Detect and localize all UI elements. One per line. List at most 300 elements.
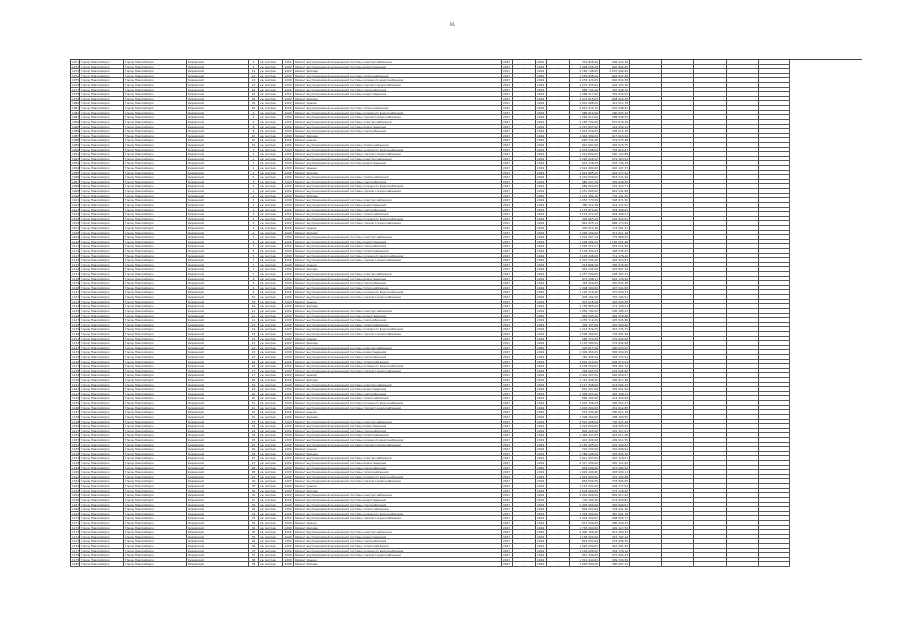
plan-year-cell: 2047 bbox=[502, 447, 513, 452]
end-year-cell: 2049 bbox=[536, 429, 547, 434]
municipality-cell: Город Новосибирск bbox=[124, 364, 187, 369]
row-number-cell: 1140 bbox=[72, 378, 80, 383]
plan-year-cell: 2047 bbox=[502, 429, 513, 434]
cost-limit-cell: 513 004,13 bbox=[600, 383, 630, 388]
row-number-cell: 1132 bbox=[72, 341, 80, 346]
cost-limit-cell: 420 009,01 bbox=[600, 503, 630, 508]
dash-cell: - bbox=[513, 88, 536, 93]
end-year-cell: 2049 bbox=[536, 332, 547, 337]
row-number-cell: 1127 bbox=[72, 318, 80, 323]
work-type-cell: Ремонт внутридомовой инженерной системы холодного водоснабжения bbox=[294, 254, 502, 259]
municipality-cell: Город Новосибирск bbox=[124, 258, 187, 263]
cost-cell: 612 000,00 bbox=[570, 521, 600, 526]
city-cell: Город Новосибирск bbox=[80, 479, 124, 484]
house-number-cell: 1 bbox=[249, 148, 259, 153]
code-cell: 1200 bbox=[283, 475, 294, 480]
code-cell: 1200 bbox=[283, 396, 294, 401]
code-cell: 1200 bbox=[283, 327, 294, 332]
end-year-cell: 2049 bbox=[536, 373, 547, 378]
row-number-cell: 1097 bbox=[72, 179, 80, 184]
unit-cell: кв. метров bbox=[259, 387, 283, 392]
city-cell: Город Новосибирск bbox=[80, 134, 124, 139]
plan-year-cell: 2047 bbox=[502, 189, 513, 194]
row-number-cell: 1134 bbox=[72, 350, 80, 355]
dash-cell: - bbox=[547, 350, 570, 355]
end-year-cell: 2049 bbox=[536, 479, 547, 484]
cost-cell: 4 182 748,00 bbox=[570, 69, 600, 74]
house-number-cell: 33 bbox=[249, 516, 259, 521]
plan-year-cell: 2047 bbox=[502, 97, 513, 102]
unit-cell: кв. метров bbox=[259, 410, 283, 415]
end-year-cell: 2049 bbox=[536, 392, 547, 397]
street-cell: Кировский bbox=[187, 526, 249, 531]
municipality-cell: Город Новосибирск bbox=[124, 74, 187, 79]
city-cell: Город Новосибирск bbox=[80, 235, 124, 240]
code-cell: 1200 bbox=[283, 83, 294, 88]
dash-cell: - bbox=[547, 125, 570, 130]
plan-year-cell: 2047 bbox=[502, 120, 513, 125]
code-cell: 1200 bbox=[283, 125, 294, 130]
plan-year-cell: 2047 bbox=[502, 369, 513, 374]
work-type-cell: Ремонт внутридомовой инженерной системы горячего водоснабжения bbox=[294, 516, 502, 521]
house-number-cell: 9 bbox=[249, 286, 259, 291]
municipality-cell: Город Новосибирск bbox=[124, 507, 187, 512]
municipality-cell: Город Новосибирск bbox=[124, 277, 187, 282]
end-year-cell: 2049 bbox=[536, 433, 547, 438]
code-cell: 1200 bbox=[283, 498, 294, 503]
unit-cell: кв. метров bbox=[259, 530, 283, 535]
plan-year-cell: 2047 bbox=[502, 143, 513, 148]
dash-cell: - bbox=[513, 406, 536, 411]
dash-cell: - bbox=[547, 484, 570, 489]
street-cell: Кировский bbox=[187, 69, 249, 74]
end-year-cell: 2049 bbox=[536, 443, 547, 448]
city-cell: Город Новосибирск bbox=[80, 161, 124, 166]
work-type-cell: Ремонт фасада bbox=[294, 134, 502, 139]
house-number-cell: 25 bbox=[249, 438, 259, 443]
cost-limit-cell: 311 211,19 bbox=[600, 231, 630, 236]
unit-cell: кв. метров bbox=[259, 290, 283, 295]
work-type-cell: Ремонт внутридомовой инженерной системы электроснабжения bbox=[294, 272, 502, 277]
work-type-cell: Ремонт внутридомовой инженерной системы электроснабжения bbox=[294, 157, 502, 162]
city-cell: Город Новосибирск bbox=[80, 424, 124, 429]
row-number-cell: 1179 bbox=[72, 557, 80, 562]
municipality-cell: Город Новосибирск bbox=[124, 267, 187, 272]
end-year-cell: 2049 bbox=[536, 161, 547, 166]
cost-cell: 689 744,00 bbox=[570, 88, 600, 93]
house-number-cell: 33 bbox=[249, 512, 259, 517]
municipality-cell: Город Новосибирск bbox=[124, 558, 187, 563]
cost-limit-cell: 377 118,40 bbox=[600, 489, 630, 494]
house-number-cell: 16 bbox=[249, 106, 259, 111]
end-year-cell: 2049 bbox=[536, 69, 547, 74]
dash-cell: - bbox=[547, 134, 570, 139]
code-cell: 1200 bbox=[283, 138, 294, 143]
municipality-cell: Город Новосибирск bbox=[124, 295, 187, 300]
house-number-cell: 38 bbox=[249, 562, 259, 567]
dash-cell: - bbox=[547, 277, 570, 282]
city-cell: Город Новосибирск bbox=[80, 272, 124, 277]
work-type-cell: Ремонт внутридомовой инженерной системы теплоснабжения bbox=[294, 249, 502, 254]
cost-cell: 707 230,00 bbox=[570, 447, 600, 452]
row-number-cell: 1156 bbox=[72, 451, 80, 456]
dash-cell: - bbox=[513, 74, 536, 79]
plan-year-cell: 2047 bbox=[502, 138, 513, 143]
unit-cell: кв. метров bbox=[259, 456, 283, 461]
work-type-cell: Ремонт внутридомовой инженерной системы теплоснабжения bbox=[294, 396, 502, 401]
work-type-cell: Ремонт внутридомовой инженерной системы водоотведения bbox=[294, 350, 502, 355]
cost-cell: 891 635,14 bbox=[570, 221, 600, 226]
cost-limit-cell: 445 107,37 bbox=[600, 166, 630, 171]
plan-year-cell: 2047 bbox=[502, 277, 513, 282]
cost-cell: 348 003,00 bbox=[570, 369, 600, 374]
work-type-cell: Ремонт крыши bbox=[294, 166, 502, 171]
city-cell: Город Новосибирск bbox=[80, 341, 124, 346]
municipality-cell: Город Новосибирск bbox=[124, 392, 187, 397]
work-type-cell: Ремонт внутридомовой инженерной системы горячего водоснабжения bbox=[294, 406, 502, 411]
unit-cell: кв. метров bbox=[259, 120, 283, 125]
dash-cell: - bbox=[547, 208, 570, 213]
cost-limit-cell: 368 035,02 bbox=[600, 249, 630, 254]
street-cell: Кировский bbox=[187, 184, 249, 189]
plan-year-cell: 2047 bbox=[502, 553, 513, 558]
plan-year-cell: 2047 bbox=[502, 221, 513, 226]
work-type-cell: Ремонт внутридомовой инженерной системы горячего водоснабжения bbox=[294, 258, 502, 263]
work-type-cell: Ремонт внутридомовой инженерной системы горячего водоснабжения bbox=[294, 152, 502, 157]
code-cell: 1200 bbox=[283, 111, 294, 116]
house-number-cell: 8 bbox=[249, 125, 259, 130]
city-cell: Город Новосибирск bbox=[80, 226, 124, 231]
code-cell: 1200 bbox=[283, 424, 294, 429]
city-cell: Город Новосибирск bbox=[80, 401, 124, 406]
row-number-cell: 1107 bbox=[72, 225, 80, 230]
cost-limit-cell: 300 376,06 bbox=[600, 263, 630, 268]
dash-cell: - bbox=[513, 60, 536, 65]
end-year-cell: 2049 bbox=[536, 410, 547, 415]
cost-limit-cell: 381 033,05 bbox=[600, 92, 630, 97]
city-cell: Город Новосибирск bbox=[80, 429, 124, 434]
unit-cell: кв. метров bbox=[259, 208, 283, 213]
municipality-cell: Город Новосибирск bbox=[124, 327, 187, 332]
cost-cell: 362 420,00 bbox=[570, 281, 600, 286]
municipality-cell: Город Новосибирск bbox=[124, 355, 187, 360]
street-cell: Кировский bbox=[187, 226, 249, 231]
municipality-cell: Город Новосибирск bbox=[124, 415, 187, 420]
plan-year-cell: 2047 bbox=[502, 175, 513, 180]
street-cell: Кировский bbox=[187, 281, 249, 286]
empty-cell bbox=[694, 562, 727, 567]
plan-year-cell: 2047 bbox=[502, 194, 513, 199]
municipality-cell: Город Новосибирск bbox=[124, 240, 187, 245]
city-cell: Город Новосибирск bbox=[80, 516, 124, 521]
house-number-cell: 21 bbox=[249, 401, 259, 406]
cost-cell: 844 503,00 bbox=[570, 314, 600, 319]
end-year-cell: 2049 bbox=[536, 484, 547, 489]
plan-year-cell: 2047 bbox=[502, 341, 513, 346]
row-number-cell: 1177 bbox=[72, 548, 80, 553]
code-cell: 1200 bbox=[283, 217, 294, 222]
plan-year-cell: 2047 bbox=[502, 401, 513, 406]
dash-cell: - bbox=[547, 267, 570, 272]
street-cell: Кировский bbox=[187, 212, 249, 217]
cost-cell: 1 614 286,00 bbox=[570, 101, 600, 106]
row-number-cell: 1175 bbox=[72, 539, 80, 544]
municipality-cell: Город Новосибирск bbox=[124, 231, 187, 236]
cost-limit-cell: 440 108,31 bbox=[600, 392, 630, 397]
dash-cell: - bbox=[547, 129, 570, 134]
end-year-cell: 2049 bbox=[536, 101, 547, 106]
dash-cell: - bbox=[547, 498, 570, 503]
city-cell: Город Новосибирск bbox=[80, 369, 124, 374]
municipality-cell: Город Новосибирск bbox=[124, 489, 187, 494]
plan-year-cell: 2047 bbox=[502, 240, 513, 245]
cost-cell: 1 003 200,00 bbox=[570, 406, 600, 411]
cost-limit-cell: 411 511,78 bbox=[600, 101, 630, 106]
dash-cell: - bbox=[513, 396, 536, 401]
unit-cell: кв. метров bbox=[259, 521, 283, 526]
cost-cell: 702 200,00 bbox=[570, 498, 600, 503]
cost-limit-cell: 409 330,56 bbox=[600, 558, 630, 563]
cost-limit-cell: 478 458,05 bbox=[600, 208, 630, 213]
unit-cell: кв. метров bbox=[259, 295, 283, 300]
house-number-cell: 37 bbox=[249, 553, 259, 558]
cost-limit-cell: 309 638,00 bbox=[600, 180, 630, 185]
dash-cell: - bbox=[513, 115, 536, 120]
plan-year-cell: 2047 bbox=[502, 281, 513, 286]
city-cell: Город Новосибирск bbox=[80, 503, 124, 508]
end-year-cell: 2049 bbox=[536, 157, 547, 162]
cost-limit-cell: 209 012,55 bbox=[600, 438, 630, 443]
cost-cell: 1 257 500,00 bbox=[570, 272, 600, 277]
row-number-cell: 1143 bbox=[72, 391, 80, 396]
end-year-cell: 2049 bbox=[536, 254, 547, 259]
cost-cell: 1 001 100,00 bbox=[570, 516, 600, 521]
plan-year-cell: 2047 bbox=[502, 355, 513, 360]
row-number-cell: 1095 bbox=[72, 170, 80, 175]
city-cell: Город Новосибирск bbox=[80, 521, 124, 526]
dash-cell: - bbox=[547, 198, 570, 203]
city-cell: Город Новосибирск bbox=[80, 208, 124, 213]
code-cell: 1200 bbox=[283, 364, 294, 369]
city-cell: Город Новосибирск bbox=[80, 350, 124, 355]
municipality-cell: Город Новосибирск bbox=[124, 360, 187, 365]
cost-cell: 1 314 802,00 bbox=[570, 152, 600, 157]
dash-cell: - bbox=[513, 134, 536, 139]
unit-cell: кв. метров bbox=[259, 438, 283, 443]
end-year-cell: 2049 bbox=[536, 493, 547, 498]
cost-cell: 313 806,00 bbox=[570, 263, 600, 268]
city-cell: Город Новосибирск bbox=[80, 346, 124, 351]
dash-cell: - bbox=[513, 258, 536, 263]
dash-cell: - bbox=[513, 240, 536, 245]
city-cell: Город Новосибирск bbox=[80, 194, 124, 199]
cost-cell: 2 201 000,00 bbox=[570, 493, 600, 498]
end-year-cell: 2049 bbox=[536, 78, 547, 83]
house-number-cell: 10 bbox=[249, 295, 259, 300]
dash-cell: - bbox=[513, 507, 536, 512]
code-cell: 1200 bbox=[283, 254, 294, 259]
dash-cell: - bbox=[547, 360, 570, 365]
end-year-cell: 2049 bbox=[536, 327, 547, 332]
house-number-cell: 4 bbox=[249, 231, 259, 236]
dash-cell: - bbox=[513, 314, 536, 319]
house-number-cell: 9 bbox=[249, 277, 259, 282]
street-cell: Кировский bbox=[187, 60, 249, 65]
house-number-cell: 34 bbox=[249, 526, 259, 531]
dash-cell: - bbox=[547, 521, 570, 526]
cost-cell: 854 000,00 bbox=[570, 479, 600, 484]
code-cell: 1200 bbox=[283, 369, 294, 374]
city-cell: Город Новосибирск bbox=[80, 438, 124, 443]
house-number-cell: 24 bbox=[249, 433, 259, 438]
house-number-cell: 26 bbox=[249, 447, 259, 452]
cost-cell: 1 114 321,00 bbox=[570, 484, 600, 489]
end-year-cell: 2049 bbox=[536, 60, 547, 65]
code-cell: 1200 bbox=[283, 161, 294, 166]
end-year-cell: 2049 bbox=[536, 364, 547, 369]
house-number-cell: 22 bbox=[249, 415, 259, 420]
plan-year-cell: 2047 bbox=[502, 304, 513, 309]
dash-cell: - bbox=[547, 203, 570, 208]
city-cell: Город Новосибирск bbox=[80, 249, 124, 254]
municipality-cell: Город Новосибирск bbox=[124, 138, 187, 143]
row-number-cell: 1172 bbox=[72, 525, 80, 530]
code-cell: 1200 bbox=[283, 484, 294, 489]
house-number-cell: 16 bbox=[249, 360, 259, 365]
municipality-cell: Город Новосибирск bbox=[124, 341, 187, 346]
dash-cell: - bbox=[513, 323, 536, 328]
code-cell: 1200 bbox=[283, 295, 294, 300]
cost-cell: 1 715 000,00 bbox=[570, 378, 600, 383]
unit-cell: кв. метров bbox=[259, 553, 283, 558]
cost-cell: 305 874,46 bbox=[570, 226, 600, 231]
work-type-cell: Ремонт внутридомовой инженерной системы холодного водоснабжения bbox=[294, 549, 502, 554]
municipality-cell: Город Новосибирск bbox=[124, 512, 187, 517]
city-cell: Город Новосибирск bbox=[80, 244, 124, 249]
cost-cell: 762 455,00 bbox=[570, 355, 600, 360]
dash-cell: - bbox=[547, 111, 570, 116]
cost-limit-cell: 949 209,47 bbox=[600, 212, 630, 217]
cost-cell: 1 011 447,00 bbox=[570, 456, 600, 461]
street-cell: Кировский bbox=[187, 369, 249, 374]
row-number-cell: 1116 bbox=[72, 267, 80, 272]
house-number-cell: 7 bbox=[249, 267, 259, 272]
street-cell: Кировский bbox=[187, 78, 249, 83]
cost-cell: 1 306 447,00 bbox=[570, 433, 600, 438]
house-number-cell: 11 bbox=[249, 309, 259, 314]
dash-cell: - bbox=[513, 387, 536, 392]
dash-cell: - bbox=[513, 152, 536, 157]
cost-cell: 1 520 000,00 bbox=[570, 544, 600, 549]
plan-year-cell: 2047 bbox=[502, 152, 513, 157]
code-cell: 1200 bbox=[283, 157, 294, 162]
cost-cell: 2 641 274,75 bbox=[570, 106, 600, 111]
plan-year-cell: 2047 bbox=[502, 166, 513, 171]
code-cell: 1200 bbox=[283, 180, 294, 185]
street-cell: Кировский bbox=[187, 558, 249, 563]
unit-cell: кв. метров bbox=[259, 157, 283, 162]
house-number-cell: 5 bbox=[249, 249, 259, 254]
unit-cell: кв. метров bbox=[259, 507, 283, 512]
code-cell: 1200 bbox=[283, 512, 294, 517]
page-number: 91 bbox=[449, 22, 456, 27]
street-cell: Кировский bbox=[187, 189, 249, 194]
cost-cell: 386 810,00 bbox=[570, 111, 600, 116]
work-type-cell: Ремонт внутридомовой инженерной системы теплоснабжения bbox=[294, 286, 502, 291]
row-number-cell: 1153 bbox=[72, 437, 80, 442]
cost-limit-cell: 502 746,19 bbox=[600, 161, 630, 166]
city-cell: Город Новосибирск bbox=[80, 138, 124, 143]
dash-cell: - bbox=[513, 350, 536, 355]
row-number-cell: 1119 bbox=[72, 281, 80, 286]
end-year-cell: 2049 bbox=[536, 152, 547, 157]
unit-cell: кв. метров bbox=[259, 350, 283, 355]
code-cell: 1200 bbox=[283, 479, 294, 484]
code-cell: 1200 bbox=[283, 415, 294, 420]
row-number-cell: 1109 bbox=[72, 235, 80, 240]
house-number-cell: 17 bbox=[249, 369, 259, 374]
cost-limit-cell: 402 573,75 bbox=[600, 143, 630, 148]
city-cell: Город Новосибирск bbox=[80, 221, 124, 226]
municipality-cell: Город Новосибирск bbox=[124, 332, 187, 337]
municipality-cell: Город Новосибирск bbox=[124, 309, 187, 314]
work-type-cell: Ремонт внутридомовой инженерной системы теплоснабжения bbox=[294, 360, 502, 365]
plan-year-cell: 2047 bbox=[502, 558, 513, 563]
dash-cell: - bbox=[547, 489, 570, 494]
cost-cell: 912 016,00 bbox=[570, 300, 600, 305]
city-cell: Город Новосибирск bbox=[80, 507, 124, 512]
street-cell: Кировский bbox=[187, 111, 249, 116]
dash-cell: - bbox=[513, 111, 536, 116]
street-cell: Кировский bbox=[187, 157, 249, 162]
unit-cell: кв. метров bbox=[259, 171, 283, 176]
cost-cell: 1 215 267,14 bbox=[570, 235, 600, 240]
dash-cell: - bbox=[513, 212, 536, 217]
code-cell: 1200 bbox=[283, 267, 294, 272]
cost-limit-cell: 222 004,00 bbox=[600, 369, 630, 374]
cost-cell: 822 120,00 bbox=[570, 429, 600, 434]
code-cell: 1200 bbox=[283, 101, 294, 106]
municipality-cell: Город Новосибирск bbox=[124, 562, 187, 567]
plan-year-cell: 2047 bbox=[502, 267, 513, 272]
work-type-cell: Ремонт внутридомовой инженерной системы горячего водоснабжения bbox=[294, 553, 502, 558]
code-cell: 1200 bbox=[283, 235, 294, 240]
row-number-cell: 1171 bbox=[72, 520, 80, 525]
work-type-cell: Ремонт внутридомовой инженерной системы электроснабжения bbox=[294, 456, 502, 461]
dash-cell: - bbox=[513, 369, 536, 374]
code-cell: 1200 bbox=[283, 244, 294, 249]
dash-cell: - bbox=[513, 461, 536, 466]
dash-cell: - bbox=[547, 254, 570, 259]
unit-cell: кв. метров bbox=[259, 549, 283, 554]
house-number-cell: 10 bbox=[249, 138, 259, 143]
dash-cell: - bbox=[513, 175, 536, 180]
row-number-cell: 1115 bbox=[72, 262, 80, 267]
dash-cell: - bbox=[513, 231, 536, 236]
code-cell: 1200 bbox=[283, 148, 294, 153]
dash-cell: - bbox=[513, 360, 536, 365]
work-type-cell: Ремонт внутридомовой инженерной системы газоснабжения bbox=[294, 466, 502, 471]
table-row bbox=[71, 562, 862, 567]
work-type-cell: Ремонт внутридомовой инженерной системы холодного водоснабжения bbox=[294, 438, 502, 443]
cost-cell: 1 102 000,00 bbox=[570, 549, 600, 554]
house-number-cell: 14 bbox=[249, 74, 259, 79]
municipality-cell: Город Новосибирск bbox=[124, 78, 187, 83]
municipality-cell: Город Новосибирск bbox=[124, 235, 187, 240]
plan-year-cell: 2047 bbox=[502, 235, 513, 240]
cost-limit-cell: 210 117,01 bbox=[600, 429, 630, 434]
municipality-cell: Город Новосибирск bbox=[124, 479, 187, 484]
